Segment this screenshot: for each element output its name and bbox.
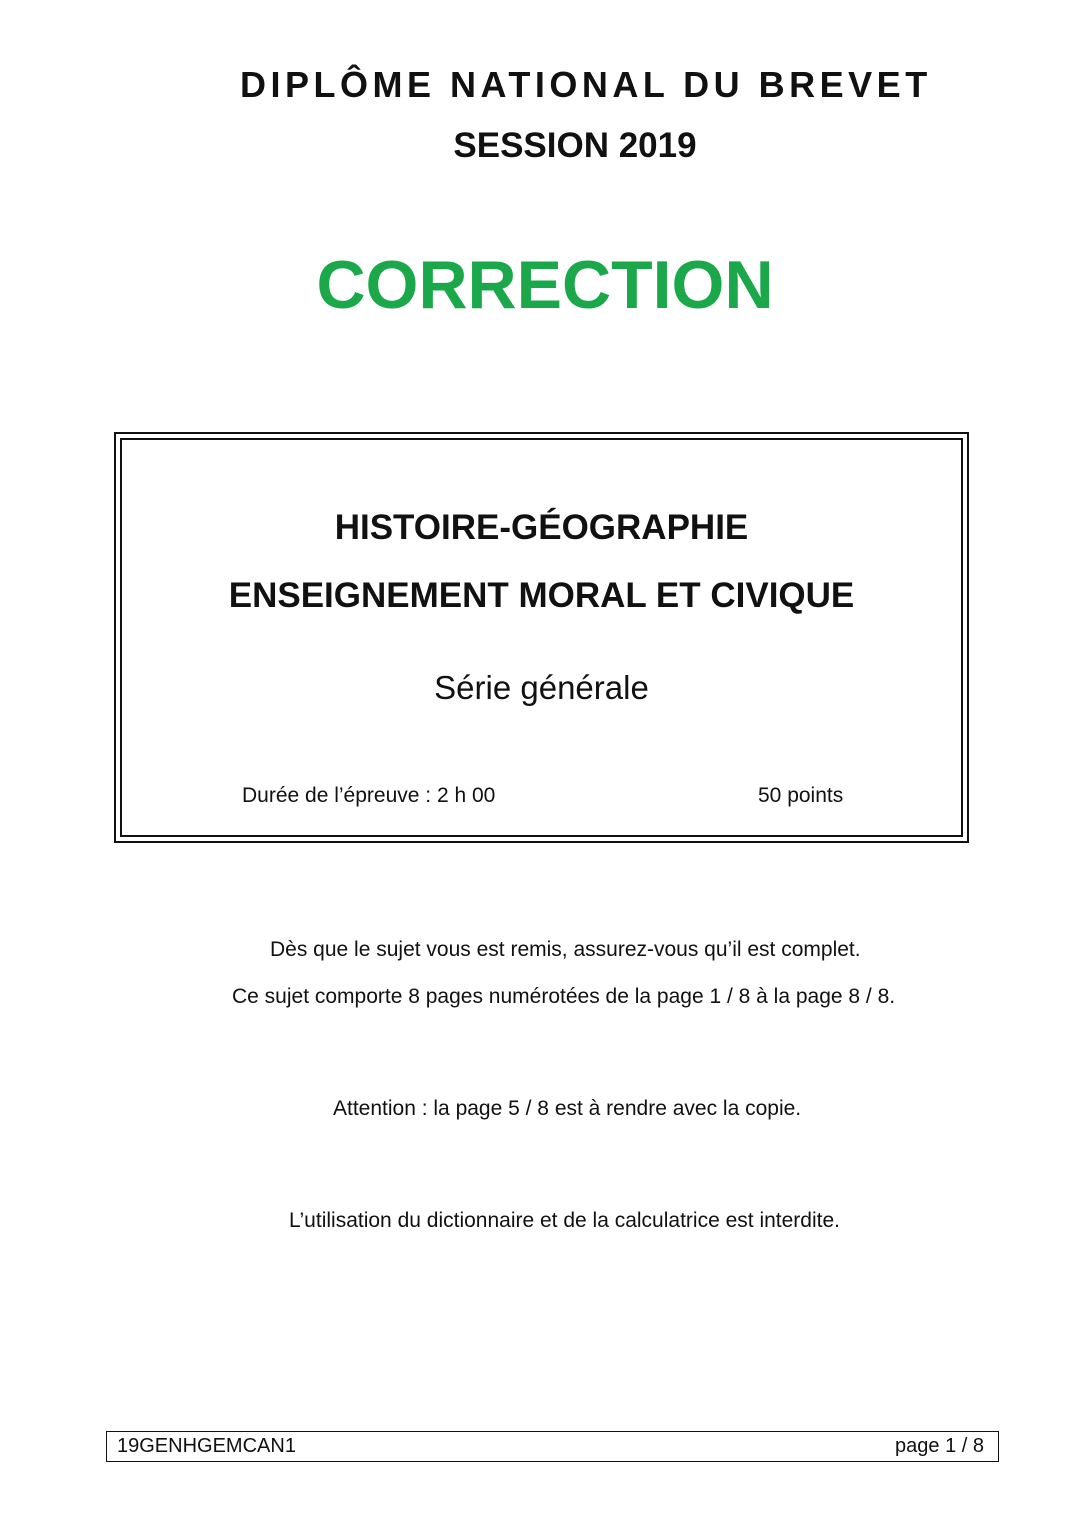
- instruction-line: Ce sujet comporte 8 pages numérotées de la page 1 / 8 à la page 8 / 8.: [232, 985, 896, 1008]
- instruction-line: Attention : la page 5 / 8 est à rendre avec la copie.: [333, 1097, 802, 1120]
- instruction-line: Dès que le sujet vous est remis, assurez-vous qu’il est complet.: [270, 938, 861, 961]
- subject-box-inner-border: [120, 438, 963, 837]
- document-title: DIPLÔME NATIONAL DU BREVET: [240, 64, 932, 105]
- footer-code: 19GENHGEMCAN1: [117, 1435, 296, 1457]
- session-label: SESSION 2019: [453, 126, 697, 165]
- footer-page-number: page 1 / 8: [895, 1435, 984, 1457]
- footer-box: [106, 1431, 999, 1462]
- exam-points: 50 points: [758, 784, 844, 807]
- instruction-line: L’utilisation du dictionnaire et de la calculatrice est interdite.: [289, 1209, 840, 1232]
- correction-heading: CORRECTION: [316, 247, 774, 323]
- subject-title: HISTOIRE-GÉOGRAPHIE: [334, 508, 749, 547]
- subject-box: [114, 432, 969, 843]
- exam-duration: Durée de l’épreuve : 2 h 00: [242, 784, 496, 807]
- subject-subtitle: ENSEIGNEMENT MORAL ET CIVIQUE: [228, 576, 855, 615]
- serie-label: Série générale: [434, 669, 649, 706]
